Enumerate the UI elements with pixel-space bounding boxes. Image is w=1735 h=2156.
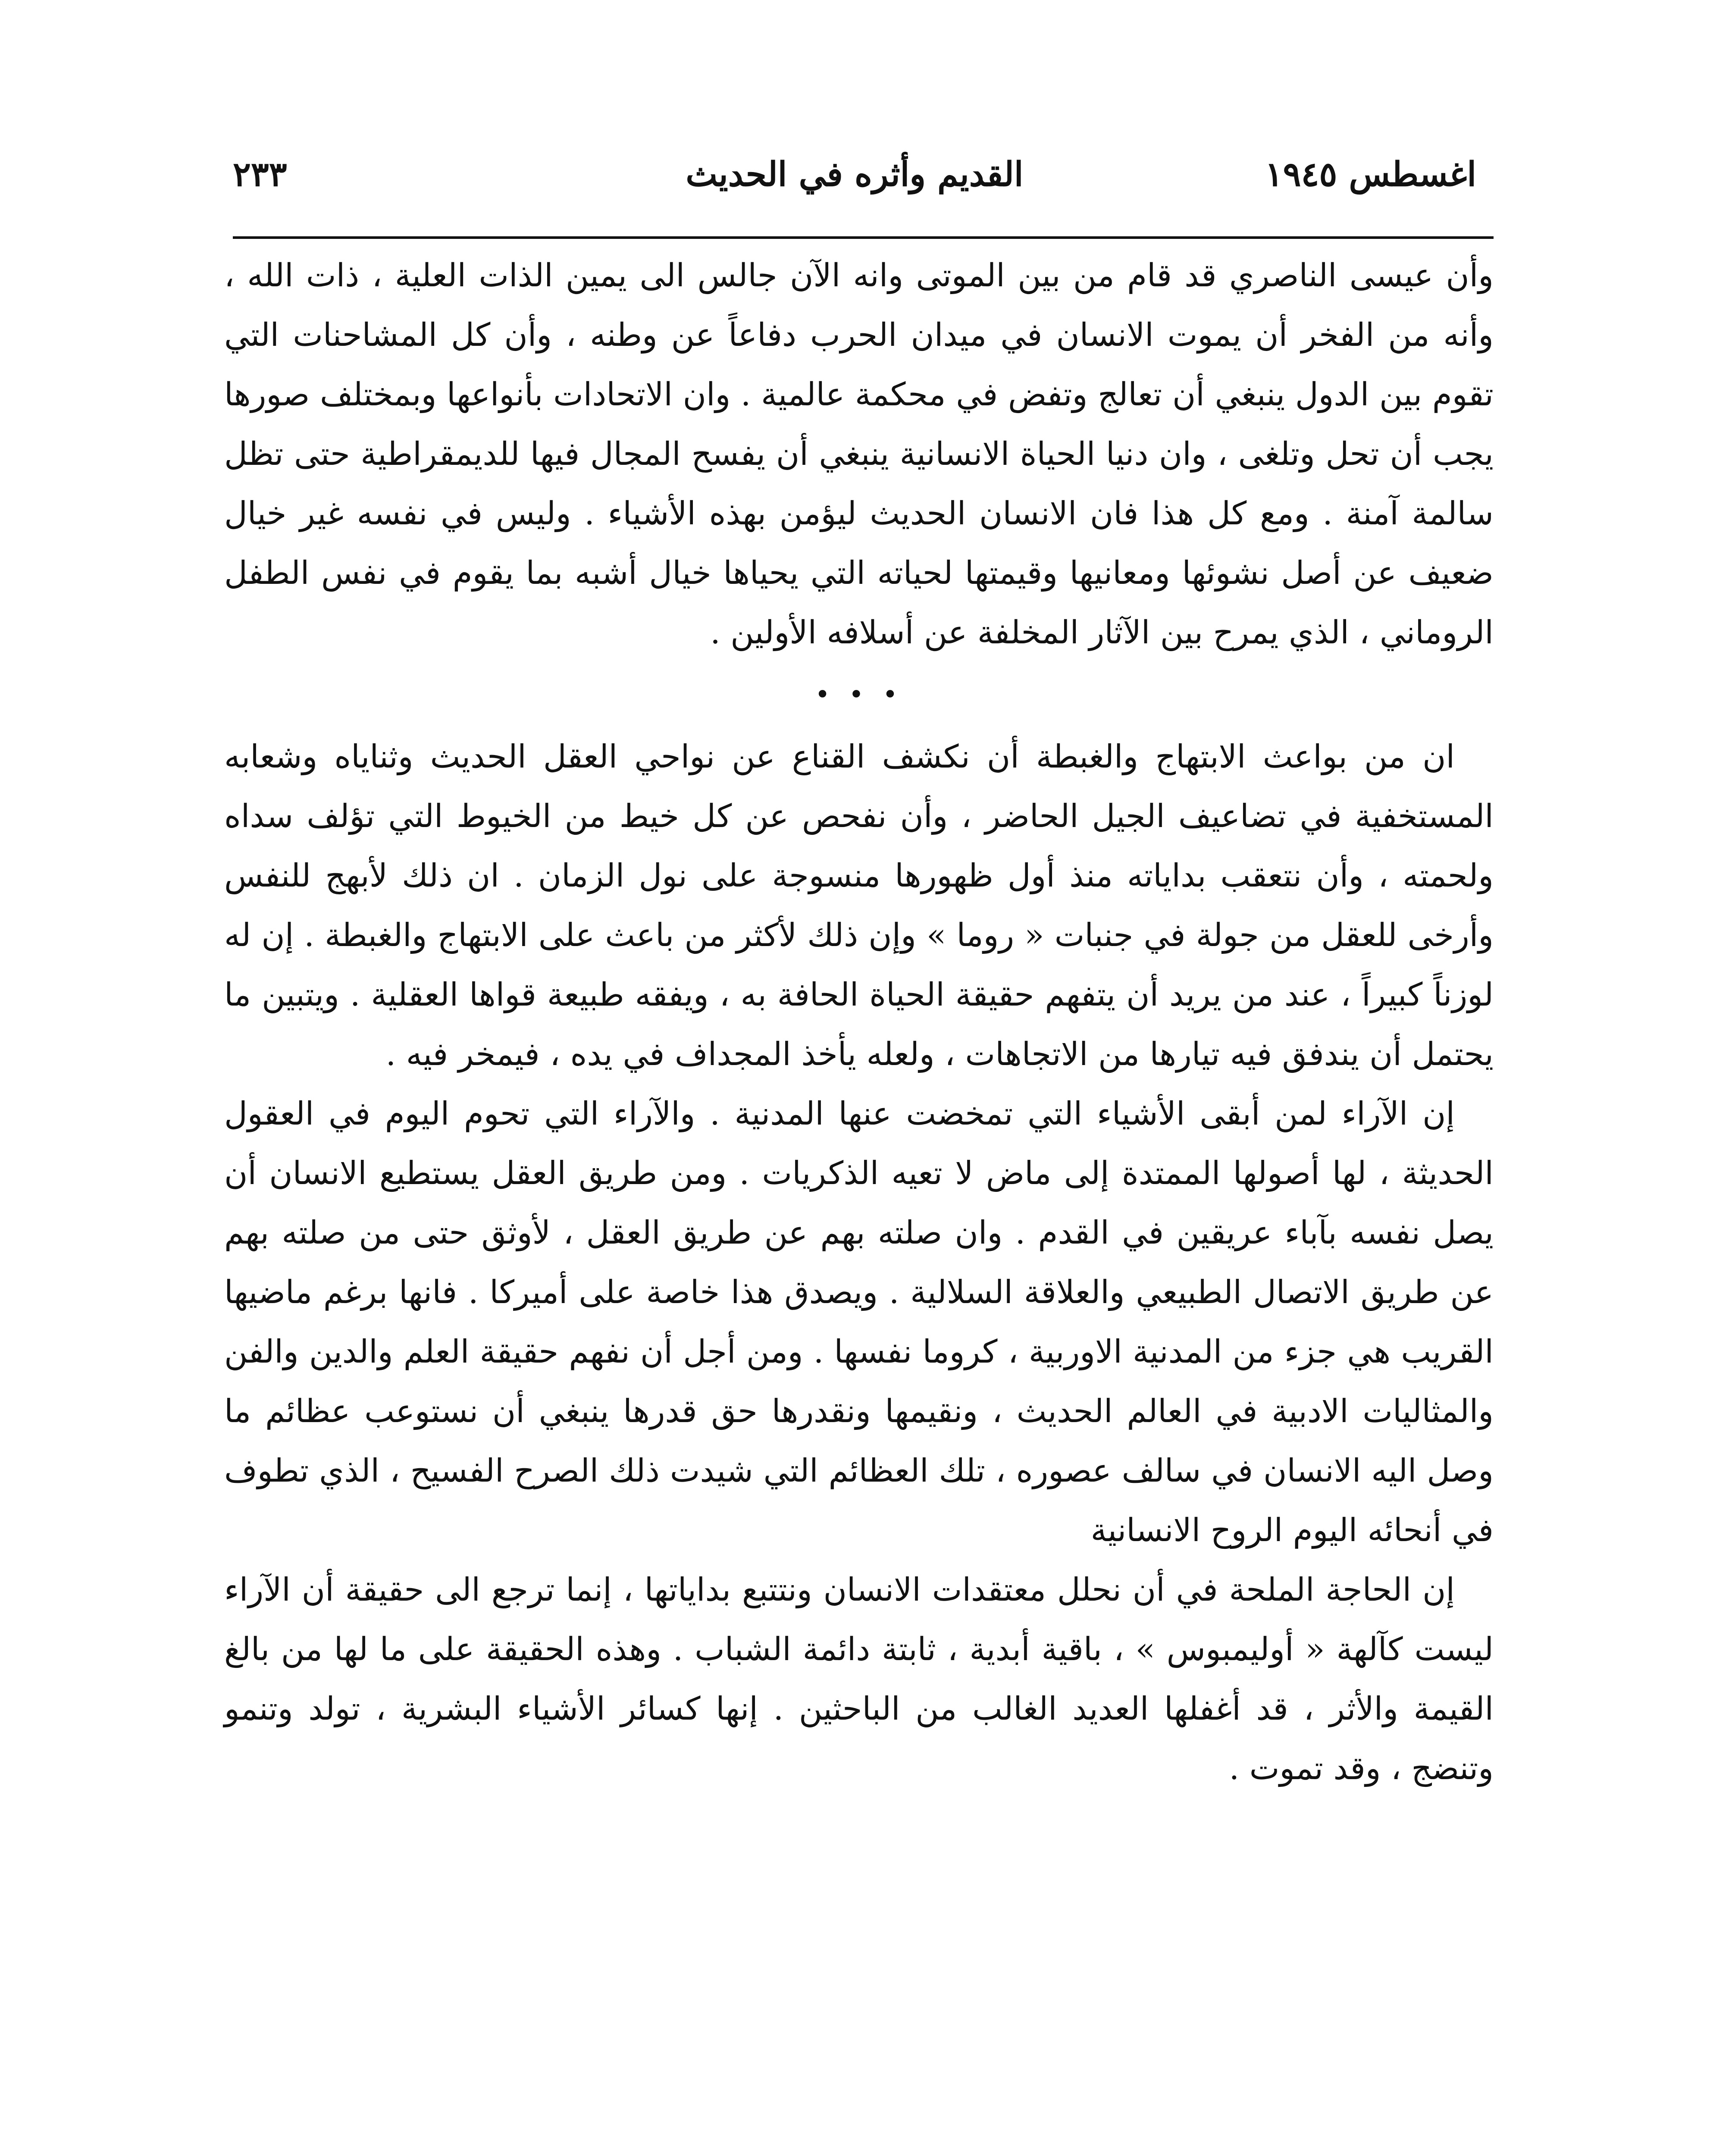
header-page-number: ٢٣٣ [233,155,287,194]
article-body [224,246,1494,1798]
paragraph-1: وأن عيسى الناصري قد قام من بين الموتى وانه الآن جالس الى يمين الذات العلية ، ذات الله ، وأنه من الفخر أن يموت الانسان في ميدان الحرب دفاعاً عن وطنه ، وأن كل المشاحنات التي تقوم بين الدول ينبغي أن تعالج وتفض في محكمة عالمية . وان الاتحادات بأنواعها وبمختلف صورها يجب أن تحل وتلغى ، وان دنيا الحياة الانسانية ينبغي أن يفسح المجال فيها للديمقراطية حتى تظل سالمة آمنة . ومع كل هذا فان الانسان الحديث ليؤمن بهذه الأشياء . وليس في نفسه غير خيال ضعيف عن أصل نشوئها ومعانيها وقيمتها لحياته التي يحياها خيال أشبه بما يقوم في نفس الطفل الروماني ، الذي يمرح بين الآثار المخلفة عن أسلافه الأولين . [224,257,1494,651]
paragraph-4: إن الحاجة الملحة في أن نحلل معتقدات الانسان ونتتبع بداياتها ، إنما ترجع الى حقيقة أن الآراء ليست كآلهة « أوليمبوس » ، باقية أبدية ، ثابتة دائمة الشباب . وهذه الحقيقة على ما لها من بالغ القيمة والأثر ، قد أغفلها العديد الغالب من الباحثين . إنها كسائر الأشياء البشرية ، تولد وتنمو وتنضج ، وقد تموت . [224,1571,1494,1787]
header-title: القديم وأثره في الحديث [686,155,1024,194]
section-separator: • • • [814,680,903,710]
paragraph-3: إن الآراء لمن أبقى الأشياء التي تمخضت عنها المدنية . والآراء التي تحوم اليوم في العقول الحديثة ، لها أصولها الممتدة إلى ماض لا تعيه الذكريات . ومن طريق العقل يستطيع الانسان أن يصل نفسه بآباء عريقين في القدم . وان صلته بهم عن طريق العقل ، لأوثق حتى من صلته بهم عن طريق الاتصال الطبيعي والعلاقة السلالية . ويصدق هذا خاصة على أميركا . فانها برغم ماضيها القريب هي جزء من المدنية الاوربية ، كروما نفسها . ومن أجل أن نفهم حقيقة العلم والدين والفن والمثاليات الادبية في العالم الحديث ، ونقيمها ونقدرها حق قدرها ينبغي أن نستوعب عظائم ما وصل اليه الانسان في سالف عصوره ، تلك العظائم التي شيدت ذلك الصرح الفسيح ، الذي تطوف في أنحائه اليوم الروح الانسانية [224,1095,1494,1549]
header-date: اغسطس ١٩٤٥ [1265,155,1476,194]
header-rule [233,236,1494,239]
page-header [233,142,1476,207]
paragraph-2: ان من بواعث الابتهاج والغبطة أن نكشف القناع عن نواحي العقل الحديث وثناياه وشعابه المستخفية في تضاعيف الجيل الحاضر ، وأن نفحص عن كل خيط من الخيوط التي تؤلف سداه ولحمته ، وأن نتعقب بداياته منذ أول ظهورها منسوجة على نول الزمان . ان ذلك لأبهج للنفس وأرخى للعقل من جولة في جنبات « روما » وإن ذلك لأكثر من باعث على الابتهاج والغبطة . إن له لوزناً كبيراً ، عند من يريد أن يتفهم حقيقة الحياة الحافة به ، ويفقه طبيعة قواها العقلية . ويتبين ما يحتمل أن يندفق فيه تيارها من الاتجاهات ، ولعله يأخذ المجداف في يده ، فيمخر فيه . [224,738,1494,1073]
